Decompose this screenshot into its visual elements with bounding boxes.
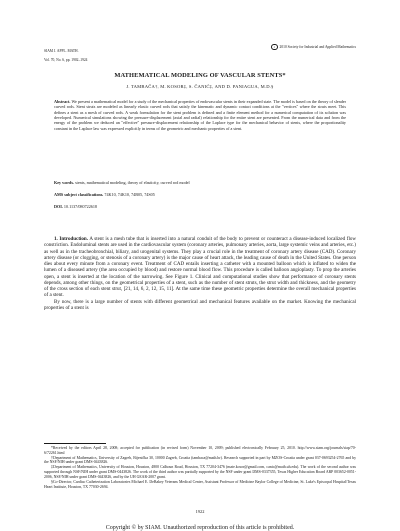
- doi: [54, 204, 346, 209]
- footnote-rule: [44, 443, 106, 444]
- copyright-text: 2010 Society for Industrial and Applied Mathematics: [279, 44, 356, 49]
- intro-paragraph-2: By now, there is a large number of stents with different geometrical and mechanical features available on the market. Knowing the mechanical properties of a stent is: [44, 298, 356, 311]
- abstract-label: Abstract.: [54, 99, 71, 104]
- page-number: 1922: [195, 509, 205, 514]
- footnote-author-4: §Co-Director, Cardiac Catheterization Laboratories Michael E. DeBakey Veterans Medical Center, Assistant Professor of Medicine Baylor College of Medicine, St. Luke's Episcopal Hospital/Texas Heart Institute, Houston, TX 77030-2694.: [44, 479, 356, 489]
- keywords: [54, 180, 346, 185]
- ams-classifications: [54, 192, 346, 197]
- doi-label: DOI.: [54, 204, 63, 209]
- doi-text: 10.1137/080722618: [63, 204, 97, 209]
- keywords-text: stents, mathematical modeling, theory of elasticity, curved rod model: [75, 180, 190, 185]
- volume-info: Vol. 70, No. 6, pp. 1902–1924: [44, 57, 88, 62]
- footnote-author-1: †Department of Mathematics, University of Zagreb, Bijenička 30, 10000 Zagreb, Croatia (tambaca@math.hr). Research supported in part by MZOS-Croatia under grant 037-0693254-2765 and by the NSF/NIH under grant DMS-0443826.: [44, 455, 356, 465]
- section-heading: 1. Introduction.: [54, 236, 89, 242]
- ams-label: AMS subject classifications.: [54, 192, 104, 197]
- journal-name: SIAM J. APPL. MATH.: [44, 48, 79, 53]
- copyright-notice: Copyright © by SIAM. Unauthorized reproduction of this article is prohibited.: [105, 525, 295, 531]
- paper-authors: J. TAMBAČA†, M. KOSOR‡, S. ČANIĆ‡, AND D. PANIAGUA, M.D.§: [126, 84, 274, 89]
- abstract: [54, 99, 346, 131]
- footnote-author-2-3: ‡Department of Mathematics, University of Houston, Houston, 4800 Calhoun Road, Houston, TX 77204-3476 (mate.kosor@gmail.com, canic@math.uh.edu). The work of the second author was supported through NSF/NIH under grant DMS-0443826. The work of the third author was partially supported by the NSF under grant DMS-0337355, Texas Higher Education Board ARP 003652-0051-2006, NSF/NIH under grant DMS-0443826, and by the UH GEAR-2007 grant.: [44, 465, 356, 479]
- intro-paragraph-1: [44, 236, 356, 299]
- paper-title: MATHEMATICAL MODELING OF VASCULAR STENTS*: [114, 72, 286, 79]
- journal-info: [44, 44, 87, 67]
- intro-text-1: A stent is a mesh tube that is inserted into a natural conduit of the body to prevent or counteract a disease-induced localized flow constriction. Endoluminal stents are used in the cardiovascular system (coronary arteries, pulmonary arteries, aorta, large systemic veins and arteries, etc.) as well as in the tracheobronchial, biliary, and urogenital systems. They play a crucial role in the treatment of coronary artery disease (CAD). Coronary artery disease (or clogging, or stenosis of a coronary artery) is the major cause of heart attack, the leading cause of death in the United States. One person dies about every minute from a coronary event. Treatment of CAD entails inserting a catheter with a mounted balloon which is inflated to widen the lumen of a diseased artery (the area occupied by blood) and restore normal blood flow. This procedure is called balloon angioplasty. To prop the arteries open, a stent is inserted at the location of the narrowing. See Figure 1. Clinical and computational studies show that performance of coronary stents depends, among other things, on the geometrical properties of a stent, such as the number of stent struts, the strut width and thickness, and the geometry of the cross section of each stent strut, [21, 14, 6, 2, 12, 15, 11]. At the same time these geometric properties determine the overall mechanical properties of a stent.: [44, 236, 357, 299]
- keywords-label: Key words.: [54, 180, 75, 185]
- copyright-icon: c: [271, 44, 277, 50]
- ams-text: 74K10, 74K10, 74B05, 74S05: [104, 192, 155, 197]
- footnote-received: *Received by the editors April 28, 2008; accepted for publication (in revised form) November 10, 2009; published electronically February 25, 2010. http://www.siam.org/journals/siap/70-6/72261.html: [44, 446, 356, 455]
- running-head: [44, 44, 356, 60]
- footnotes: [44, 446, 356, 490]
- copyright-line: [271, 44, 356, 50]
- abstract-text: We present a mathematical model for a study of the mechanical properties of endovascular stents in their expanded state. The model is based on the theory of slender curved rods. Stent struts are modeled as linearly elastic curved rods that satisfy the kinematic and dynamic contact conditions at the "vertices" where the struts meet. This defines a stent as a mesh of curved rods. A weak formulation for the stent problem is defined and a finite element method for a numerical computation of its solution was developed. Numerical simulations showing the pressure-displacement (axial and radial) relationship for the entire stent are presented. From the numerical data and from the energy of the problem we deduced an "effective" pressure-displacement relationship of the Laplace type for the mechanical behavior of stents, where the proportionality constant in the Laplace law was expressed explicitly in terms of the geometric and mechanic properties of a stent.: [54, 99, 346, 131]
- introduction-section: [44, 236, 356, 311]
